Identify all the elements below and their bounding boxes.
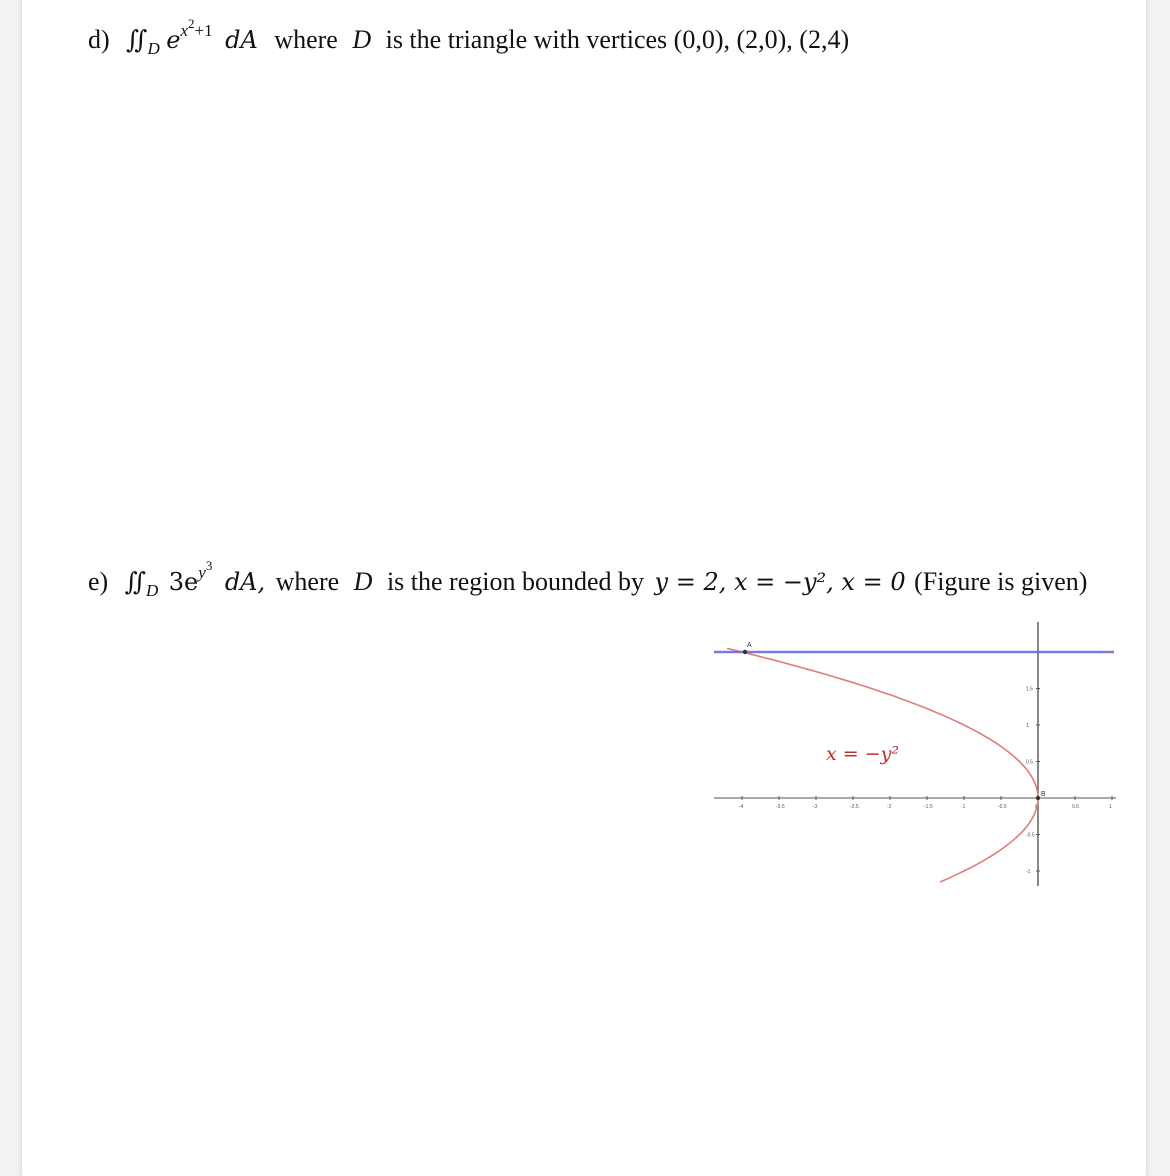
y-tick-label: -1 <box>1026 869 1031 875</box>
exponent-power: 2 <box>188 16 195 31</box>
x-tick-label: -0.5 <box>998 804 1007 810</box>
where-text: where <box>275 567 340 596</box>
problem-d <box>88 16 849 59</box>
integrand-base: e <box>166 26 181 54</box>
problem-e <box>88 558 1087 601</box>
x-tick-label: 0 <box>1035 804 1038 810</box>
double-integral-sign: ∬ <box>124 567 146 596</box>
y-tick-label: 0.5 <box>1026 759 1033 766</box>
x-tick-label: -4 <box>739 804 744 810</box>
where-text: where <box>274 25 338 54</box>
x-tick-label: 1 <box>1109 804 1112 810</box>
point-b <box>1036 796 1040 800</box>
point-a-label: A <box>747 642 752 649</box>
x-tick-label: -2 <box>887 804 892 810</box>
x-tick-label: -2.5 <box>850 804 859 810</box>
region-subscript: D <box>146 581 159 600</box>
exponent-variable: y <box>198 563 206 582</box>
region-name: D <box>352 25 372 54</box>
double-integral-sign: ∬ <box>126 25 148 54</box>
exponent-power: 3 <box>205 558 213 573</box>
x-tick-label: 0.5 <box>1072 804 1079 810</box>
curve-label: x = −y² <box>826 743 899 765</box>
parabola-curve <box>727 648 1038 882</box>
point-a <box>743 650 747 654</box>
region-name: D <box>353 567 373 596</box>
y-tick-label: 1 <box>1026 723 1029 729</box>
y-tick-label: 1.5 <box>1026 686 1033 693</box>
exponent-variable: x <box>180 21 188 40</box>
problem-d-label: d) <box>88 25 110 54</box>
differential: dA <box>225 26 258 54</box>
problem-e-description: is the region bounded by <box>386 567 645 596</box>
differential: dA, <box>224 568 266 596</box>
region-subscript: D <box>147 39 160 58</box>
problem-e-label: e) <box>88 567 109 596</box>
x-tick-label: -1 <box>961 804 966 810</box>
point-b-label: B <box>1041 791 1046 798</box>
x-tick-label: -1.5 <box>924 804 933 810</box>
x-tick-label: -3.5 <box>776 804 785 810</box>
problem-d-description: is the triangle with vertices (0,0), (2,0), (2,4) <box>385 25 850 54</box>
region-figure <box>700 610 1120 900</box>
exponent-rest: +1 <box>194 21 213 40</box>
figure-note: (Figure is given) <box>914 567 1088 596</box>
integrand-coefficient: 3e <box>168 568 199 596</box>
y-tick-label: -0.5 <box>1026 832 1035 839</box>
region-bounds: y = 2, x = −y², x = 0 <box>654 568 906 596</box>
x-tick-label: -3 <box>813 804 818 810</box>
